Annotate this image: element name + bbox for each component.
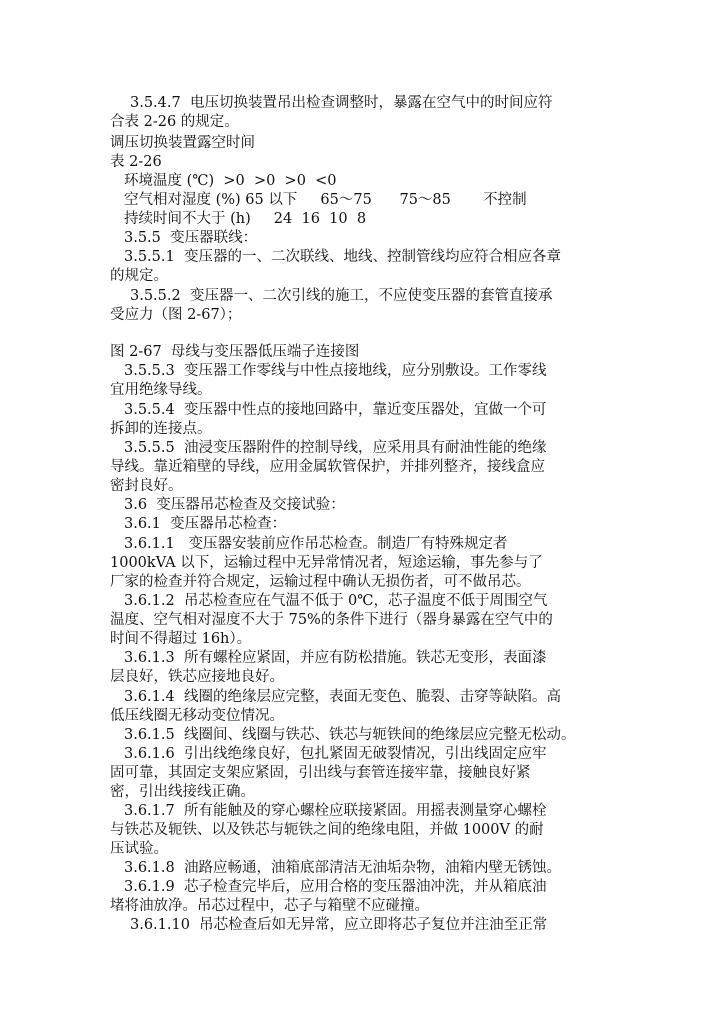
text-line: 导线。靠近箱壁的导线，应用金属软管保护，并排列整齐，接线盒应 (110, 459, 545, 475)
text-line: 3.6.1.8 油路应畅通，油箱底部清洁无油垢杂物，油箱内壁无锈蚀。 (124, 860, 561, 876)
text-line: 3.5.5.5 油浸变压器附件的控制导线，应采用具有耐油性能的绝缘 (124, 440, 547, 456)
text-line: 3.6.1.2 吊芯检查应在气温不低于 0℃，芯子温度不低于周围空气 (124, 593, 548, 609)
text-line: 3.6.1.1 变压器安装前应作吊芯检查。制造厂有特殊规定者 (124, 536, 508, 552)
text-line: 宜用绝缘导线。 (110, 382, 212, 398)
text-line: 3.6.1.7 所有能触及的穿心螺栓应联接紧固。用摇表测量穿心螺栓 (124, 803, 547, 819)
text-line: 3.6.1.5 线圈间、线圈与铁芯、铁芯与轭铁间的绝缘层应完整无松动。 (124, 727, 576, 743)
text-line: 固可靠，其固定支架应紧固，引出线与套管连接牢靠，接触良好紧 (110, 765, 531, 781)
text-line: 密，引出线接线正确。 (110, 784, 255, 800)
text-line: 密封良好。 (110, 478, 183, 494)
table-row: 空气相对湿度 (%) 65 以下 65～75 75～85 不控制 (124, 192, 527, 208)
section-heading: 3.5.5 变压器联线： (124, 230, 258, 246)
text-line: 3.6.1.4 线圈的绝缘层应完整，表面无变色、脆裂、击穿等缺陷。高 (124, 689, 561, 705)
text-line: 层良好，铁芯应接地良好。 (110, 669, 284, 685)
text-line: 3.5.5.2 变压器一、二次引线的施工，不应使变压器的套管直接承 (130, 288, 553, 304)
table-row: 环境温度 (℃) >0 >0 >0 <0 (124, 173, 337, 189)
text-line: 低压线圈无移动变位情况。 (110, 708, 284, 724)
table-caption: 调压切换装置露空时间 (110, 135, 255, 151)
text-line: 受应力（图 2-67）； (110, 307, 242, 323)
text-line: 3.6.1.10 吊芯检查后如无异常，应立即将芯子复位并注油至正常 (130, 917, 548, 933)
text-line: 拆卸的连接点。 (110, 421, 212, 437)
text-line: 堵将油放净。吊芯过程中，芯子与箱壁不应碰撞。 (110, 898, 429, 914)
text-line: 3.6.1.9 芯子检查完毕后，应用合格的变压器油冲洗，并从箱底油 (124, 879, 547, 895)
text-line: 时间不得超过 16h）。 (110, 631, 252, 647)
text-line: 的规定。 (110, 268, 168, 284)
text-line: 3.6.1.6 引出线绝缘良好，包扎紧固无破裂情况，引出线固定应牢 (124, 746, 547, 762)
text-line: 与铁芯及轭铁、以及铁芯与轭铁之间的绝缘电阻，并做 1000V 的耐 (110, 822, 544, 838)
text-line: 厂家的检查并符合规定，运输过程中确认无损伤者，可不做吊芯。 (110, 574, 531, 590)
figure-caption: 图 2-67 母线与变压器低压端子连接图 (110, 344, 360, 360)
text-line: 3.6.1.3 所有螺栓应紧固，并应有防松措施。铁芯无变形，表面漆 (124, 650, 547, 666)
text-line: 温度、空气相对湿度不大于 75%的条件下进行（器身暴露在空气中的 (110, 612, 553, 628)
text-line: 3.5.5.1 变压器的一、二次联线、地线、控制管线均应符合相应各章 (124, 249, 561, 265)
section-heading: 3.6.1 变压器吊芯检查： (124, 516, 287, 532)
text-line: 压试验。 (110, 841, 168, 857)
table-row: 持续时间不大于 (h) 24 16 10 8 (124, 211, 367, 227)
section-heading: 3.6 变压器吊芯检查及交接试验： (124, 497, 345, 513)
text-line: 1000kVA 以下，运输过程中无异常情况者，短途运输，事先参与了 (110, 555, 543, 571)
text-line: 3.5.5.4 变压器中性点的接地回路中，靠近变压器处，宜做一个可 (124, 402, 547, 418)
text-line: 3.5.4.7 电压切换装置吊出检查调整时，暴露在空气中的时间应符 (130, 95, 553, 111)
text-line: 合表 2-26 的规定。 (110, 114, 239, 130)
table-number: 表 2-26 (110, 154, 162, 170)
text-line: 3.5.5.3 变压器工作零线与中性点接地线，应分别敷设。工作零线 (124, 363, 547, 379)
